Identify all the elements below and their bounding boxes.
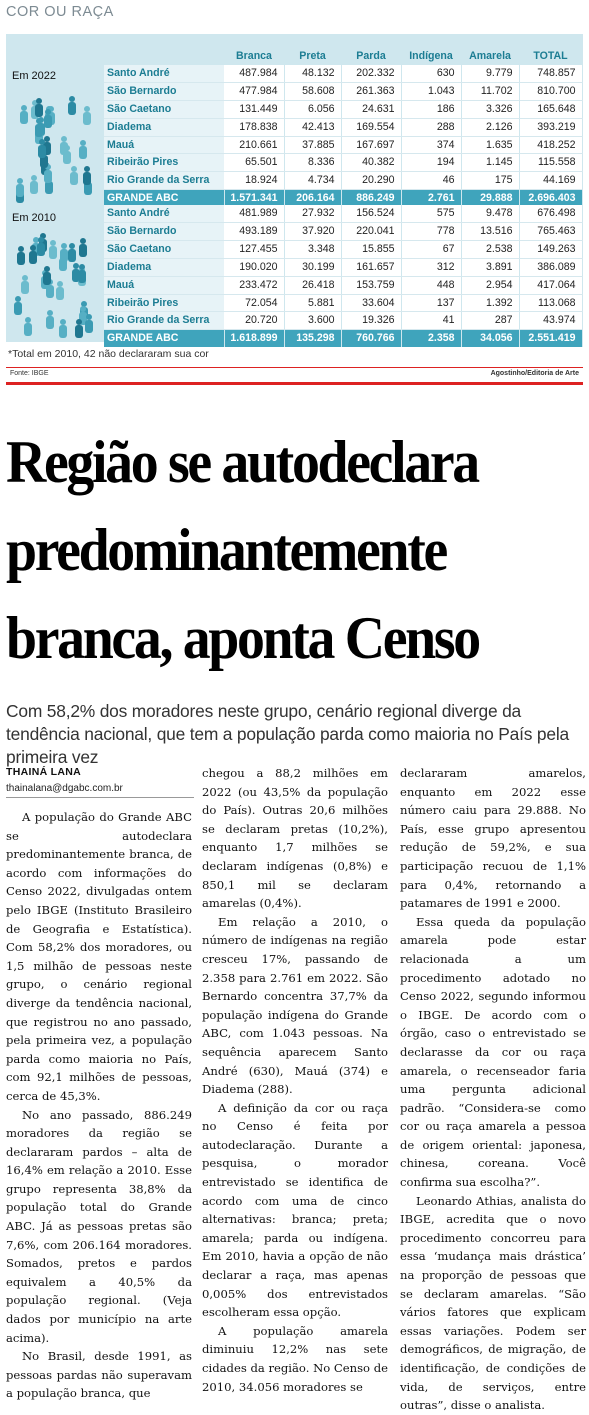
table-cell: 630 bbox=[401, 65, 461, 82]
table-cell: 575 bbox=[401, 205, 461, 222]
table-cell: 487.984 bbox=[224, 65, 284, 82]
table-cell: 418.252 bbox=[519, 136, 582, 154]
table-row bbox=[104, 222, 582, 240]
table-cell: 312 bbox=[401, 258, 461, 276]
table-cell: 1.618.899 bbox=[224, 330, 284, 347]
table-cell: 20.720 bbox=[224, 312, 284, 330]
city-name: Diadema bbox=[104, 118, 224, 136]
table-cell: 676.498 bbox=[519, 205, 582, 222]
table-cell: 115.558 bbox=[519, 154, 582, 172]
person-body bbox=[49, 246, 57, 259]
col-header-parda: Parda bbox=[356, 50, 386, 62]
person-figure bbox=[30, 245, 36, 251]
table-cell: 46 bbox=[401, 172, 461, 190]
person-body bbox=[78, 270, 86, 283]
paragraph: Leonardo Athias, analista do IBGE, acredita que o novo procedimento concorreu para essa ‘mudança mais drástica’ na proporção de pessoas que se declaram amarelas. “São vários fatores que explicam essas variações. Podem ser demográficos, de migração, de identificação, de condições de vida, de serviços, entre outras”, disse o analista. bbox=[400, 1193, 586, 1413]
person-body bbox=[60, 142, 68, 155]
table-cell: 194 bbox=[401, 154, 461, 172]
table-cell: 760.766 bbox=[341, 330, 401, 347]
table-row bbox=[104, 154, 582, 172]
table-cell: 175 bbox=[461, 172, 519, 190]
city-name: GRANDE ABC bbox=[104, 330, 224, 347]
table-cell: 131.449 bbox=[224, 100, 284, 118]
person-body bbox=[59, 258, 67, 271]
table-cell: 374 bbox=[401, 136, 461, 154]
source-label: Fonte: IBGE bbox=[10, 370, 49, 377]
table-cell: 19.326 bbox=[341, 312, 401, 330]
city-name: Ribeirão Pires bbox=[104, 294, 224, 312]
city-name: Santo André bbox=[104, 65, 224, 82]
city-name: Santo André bbox=[104, 205, 224, 222]
table-cell: 1.392 bbox=[461, 294, 519, 312]
table-cell: 202.332 bbox=[341, 65, 401, 82]
table-cell: 58.608 bbox=[284, 82, 341, 100]
table-cell: 477.984 bbox=[224, 82, 284, 100]
paragraph: No ano passado, 886.249 moradores da região se declararam pardos – alta de 16,4% em relação a 2010. Esse grupo representa 38,8% da população total do Grande ABC. Já as pessoas pretas são 7,6%, com 206.164 moradores. Somados, pretos e pardos equivalem a 40,5% da população regional. (Veja dados por município na arte acima). bbox=[6, 1107, 192, 1345]
person-body bbox=[16, 184, 24, 197]
person-body bbox=[30, 181, 38, 194]
table-cell: 48.132 bbox=[284, 65, 341, 82]
table-cell: 2.358 bbox=[401, 330, 461, 347]
person-body bbox=[29, 251, 37, 264]
author-name: THAINÁ LANA bbox=[6, 766, 82, 778]
table-cell: 135.298 bbox=[284, 330, 341, 347]
city-name: GRANDE ABC bbox=[104, 190, 224, 207]
article-column-3 bbox=[400, 764, 586, 1415]
person-figure bbox=[80, 140, 86, 146]
article-column-2 bbox=[202, 764, 388, 1396]
table-cell: 1.043 bbox=[401, 82, 461, 100]
table-cell: 288 bbox=[401, 118, 461, 136]
table-cell: 67 bbox=[401, 240, 461, 258]
deck: Com 58,2% dos moradores neste grupo, cenário regional diverge da tendência nacional, que tem a população parda como maioria no País pela primeira vez bbox=[6, 701, 569, 767]
headline-line: Região se autodeclara bbox=[6, 429, 478, 495]
table-cell: 34.056 bbox=[461, 330, 519, 347]
table-cell: 448 bbox=[401, 276, 461, 294]
paragraph: chegou a 88,2 milhões em 2022 (ou 43,5% da população do País). Outras 20,6 milhões se declaram pretas (10,2%), enquanto 1,7 milhões se declaram indígenas (0,8%) e 850,1 mil se declaram amarelas (0,4%). bbox=[202, 766, 388, 911]
table-cell: 765.463 bbox=[519, 222, 582, 240]
table-cell: 3.326 bbox=[461, 100, 519, 118]
table-cell: 44.169 bbox=[519, 172, 582, 190]
table-cell: 27.932 bbox=[284, 205, 341, 222]
table-cell: 2.538 bbox=[461, 240, 519, 258]
city-name: Rio Grande da Serra bbox=[104, 172, 224, 190]
headline bbox=[6, 418, 545, 682]
table-cell: 2.696.403 bbox=[519, 190, 582, 207]
table-row bbox=[104, 82, 582, 100]
city-name: São Bernardo bbox=[104, 222, 224, 240]
table-row bbox=[104, 258, 582, 276]
person-body bbox=[14, 302, 22, 315]
table-cell: 386.089 bbox=[519, 258, 582, 276]
table-cell: 481.989 bbox=[224, 205, 284, 222]
table-cell: 113.068 bbox=[519, 294, 582, 312]
table-cell: 287 bbox=[461, 312, 519, 330]
paragraph: A definição da cor ou raça no Censo é feita por autodeclaração. Durante a pesquisa, o morador entrevistado se identifica de acordo com uma de cinco alternativas: branca; preta; amarela; parda ou indígena. Em 2010, havia a opção de não declarar a raça, mas apenas 0,005% dos entrevistados escolheram essa opção. bbox=[202, 1100, 388, 1320]
col-header-branca: Branca bbox=[236, 50, 272, 62]
person-body bbox=[79, 146, 87, 159]
table-cell: 137 bbox=[401, 294, 461, 312]
person-body bbox=[70, 172, 78, 185]
person-body bbox=[20, 111, 28, 124]
person-body bbox=[79, 244, 87, 257]
table-cell: 41 bbox=[401, 312, 461, 330]
table-cell: 153.759 bbox=[341, 276, 401, 294]
table-cell: 5.881 bbox=[284, 294, 341, 312]
table-cell: 810.700 bbox=[519, 82, 582, 100]
col-header-amarela: Amarela bbox=[469, 50, 511, 62]
table-cell: 393.219 bbox=[519, 118, 582, 136]
table-cell: 206.164 bbox=[284, 190, 341, 207]
table-cell: 186 bbox=[401, 100, 461, 118]
table-cell: 9.779 bbox=[461, 65, 519, 82]
table-cell: 18.924 bbox=[224, 172, 284, 190]
table-row bbox=[104, 65, 582, 82]
person-body bbox=[56, 287, 64, 300]
table-cell: 165.648 bbox=[519, 100, 582, 118]
table-cell: 167.697 bbox=[341, 136, 401, 154]
table-cell: 2.551.419 bbox=[519, 330, 582, 347]
people-illustration-2010 bbox=[10, 228, 106, 340]
col-header-total: TOTAL bbox=[533, 50, 568, 62]
table-cell: 417.064 bbox=[519, 276, 582, 294]
person-figure bbox=[57, 281, 63, 287]
table-cell: 778 bbox=[401, 222, 461, 240]
person-figure bbox=[36, 118, 42, 124]
table-cell: 1.145 bbox=[461, 154, 519, 172]
col-header-indigena: Indígena bbox=[409, 50, 453, 62]
table-cell: 6.056 bbox=[284, 100, 341, 118]
person-body bbox=[75, 325, 83, 338]
table-cell: 2.954 bbox=[461, 276, 519, 294]
person-body bbox=[17, 252, 25, 265]
paragraph: declararam amarelos, enquanto em 2022 esse número caiu para 29.888. No País, esse grupo apresentou redução de 59,2%, e sua participação recuou de 1,1% para 0,4%, retornando a patamares de 1991 e 2000. bbox=[400, 766, 586, 911]
person-figure bbox=[50, 240, 56, 246]
table-cell: 169.554 bbox=[341, 118, 401, 136]
table-cell: 40.382 bbox=[341, 154, 401, 172]
col-header-preta: Preta bbox=[299, 50, 326, 62]
table-cell: 30.199 bbox=[284, 258, 341, 276]
census-table-2022 bbox=[104, 48, 583, 207]
table-cell: 11.702 bbox=[461, 82, 519, 100]
year-label-2022: Em 2022 bbox=[12, 70, 57, 82]
person-body bbox=[46, 316, 54, 329]
table-cell: 65.501 bbox=[224, 154, 284, 172]
city-name: São Bernardo bbox=[104, 82, 224, 100]
table-cell: 127.455 bbox=[224, 240, 284, 258]
table-cell: 178.838 bbox=[224, 118, 284, 136]
table-cell: 15.855 bbox=[341, 240, 401, 258]
city-name: Ribeirão Pires bbox=[104, 154, 224, 172]
city-name: Diadema bbox=[104, 258, 224, 276]
table-cell: 3.891 bbox=[461, 258, 519, 276]
table-cell: 3.348 bbox=[284, 240, 341, 258]
paragraph: Em relação a 2010, o número de indígenas na região cresceu 17%, passando de 2.358 para 2.761 em 2022. São Bernardo concentra 37,7% da população indígena do Grande ABC, com 1.043 pessoas. Na sequência aparecem Santo André (630), Mauá (374) e Diadema (288). bbox=[202, 914, 388, 1097]
table-row bbox=[104, 136, 582, 154]
person-figure bbox=[69, 96, 75, 102]
city-name: Mauá bbox=[104, 276, 224, 294]
table-row bbox=[104, 172, 582, 190]
article-column-1 bbox=[6, 808, 192, 1403]
table-cell: 72.054 bbox=[224, 294, 284, 312]
table-row bbox=[104, 205, 582, 222]
table-cell: 2.126 bbox=[461, 118, 519, 136]
census-table-2010 bbox=[104, 205, 583, 347]
table-row bbox=[104, 312, 582, 330]
table-cell: 493.189 bbox=[224, 222, 284, 240]
person-body bbox=[43, 272, 51, 285]
person-figure bbox=[69, 243, 75, 249]
city-name: São Caetano bbox=[104, 240, 224, 258]
table-cell: 220.041 bbox=[341, 222, 401, 240]
table-cell: 190.020 bbox=[224, 258, 284, 276]
person-body bbox=[24, 323, 32, 336]
city-name: Mauá bbox=[104, 136, 224, 154]
table-row bbox=[104, 100, 582, 118]
table-cell: 26.418 bbox=[284, 276, 341, 294]
person-figure bbox=[21, 105, 27, 111]
person-body bbox=[59, 325, 67, 338]
headline-line: predominantemente bbox=[6, 517, 446, 583]
person-body bbox=[44, 170, 52, 183]
table-cell: 748.857 bbox=[519, 65, 582, 82]
art-credit: Agostinho/Editoria de Arte bbox=[490, 370, 579, 377]
table-row bbox=[104, 294, 582, 312]
census-infographic bbox=[6, 34, 583, 345]
person-figure bbox=[84, 166, 90, 172]
table-cell: 33.604 bbox=[341, 294, 401, 312]
person-figure bbox=[60, 252, 66, 258]
table-cell: 20.290 bbox=[341, 172, 401, 190]
table-cell: 1.571.341 bbox=[224, 190, 284, 207]
person-body bbox=[85, 320, 93, 333]
section-title: COR OU RAÇA bbox=[6, 4, 114, 20]
total-row bbox=[104, 330, 582, 347]
paragraph: A população do Grande ABC se autodeclara predominantemente branca, de acordo com informações do Censo 2022, divulgadas ontem pelo IBGE (Instituto Brasileiro de Geografia e Estatística). Com 58,2% dos moradores, ou 1,5 milhão de pessoas neste grupo, o cenário regional diverge da tendência nacional, que registrou no ano passado, pela primeira vez, a população parda como maioria no País, com 92,1 milhões de pessoas, cerca de 45,3%. bbox=[6, 810, 192, 1103]
table-cell: 43.974 bbox=[519, 312, 582, 330]
headline-line: branca, aponta Censo bbox=[6, 605, 479, 671]
person-body bbox=[83, 112, 91, 125]
person-body bbox=[35, 124, 43, 137]
table-cell: 233.472 bbox=[224, 276, 284, 294]
person-body bbox=[68, 102, 76, 115]
table-cell: 149.263 bbox=[519, 240, 582, 258]
person-body bbox=[35, 104, 43, 117]
table-cell: 1.635 bbox=[461, 136, 519, 154]
table-cell: 886.249 bbox=[341, 190, 401, 207]
paragraph: Essa queda da população amarela pode estar relacionada a um procedimento adotado no Censo 2022, segundo informou o IBGE. De acordo com o órgão, caso o entrevistado se declarasse da cor ou raça amarela, o recenseador faria uma pergunta adicional padrão. “Considera-se como cor ou raça amarela a pessoa de origem oriental: japonesa, chinesa, coreana. Você confirma sua escolha?”. bbox=[400, 914, 586, 1190]
city-name: Rio Grande da Serra bbox=[104, 312, 224, 330]
table-cell: 29.888 bbox=[461, 190, 519, 207]
table-cell: 42.413 bbox=[284, 118, 341, 136]
table-row bbox=[104, 240, 582, 258]
person-figure bbox=[45, 109, 51, 115]
table-row bbox=[104, 276, 582, 294]
city-name: São Caetano bbox=[104, 100, 224, 118]
table-cell: 3.600 bbox=[284, 312, 341, 330]
table-cell: 37.920 bbox=[284, 222, 341, 240]
paragraph: No Brasil, desde 1991, as pessoas pardas não superavam a população branca, que bbox=[6, 1349, 192, 1401]
table-cell: 261.363 bbox=[341, 82, 401, 100]
table-cell: 13.516 bbox=[461, 222, 519, 240]
people-illustration-2022 bbox=[10, 84, 106, 204]
table-cell: 24.631 bbox=[341, 100, 401, 118]
byline-divider bbox=[6, 797, 194, 798]
table-cell: 156.524 bbox=[341, 205, 401, 222]
table-cell: 2.761 bbox=[401, 190, 461, 207]
table-cell: 210.661 bbox=[224, 136, 284, 154]
table-cell: 37.885 bbox=[284, 136, 341, 154]
person-body bbox=[37, 243, 45, 256]
table-cell: 8.336 bbox=[284, 154, 341, 172]
table-cell: 4.734 bbox=[284, 172, 341, 190]
table-footnote: *Total em 2010, 42 não declararam sua cor bbox=[8, 348, 209, 360]
year-label-2010: Em 2010 bbox=[12, 212, 57, 224]
person-body bbox=[44, 115, 52, 128]
person-figure bbox=[71, 166, 77, 172]
person-body bbox=[45, 181, 53, 194]
person-body bbox=[38, 145, 46, 158]
paragraph: A população amarela diminuiu 12,2% nas sete cidades da região. No Censo de 2010, 34.056 moradores se bbox=[202, 1323, 388, 1394]
table-row bbox=[104, 118, 582, 136]
table-cell: 161.657 bbox=[341, 258, 401, 276]
table-cell: 9.478 bbox=[461, 205, 519, 222]
person-body bbox=[21, 281, 29, 294]
person-body bbox=[83, 172, 91, 185]
author-email[interactable]: thainalana@dgabc.com.br bbox=[6, 783, 123, 794]
person-body bbox=[68, 249, 76, 262]
